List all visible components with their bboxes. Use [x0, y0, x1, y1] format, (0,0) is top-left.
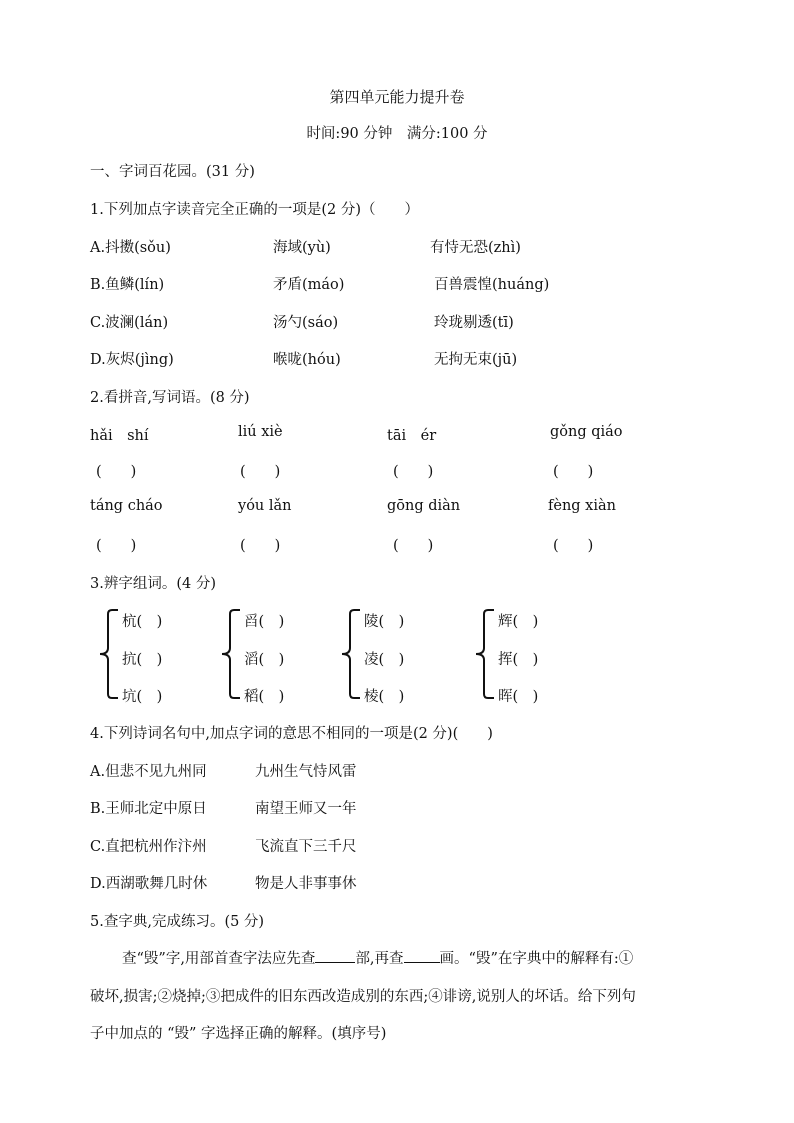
page-title: 第四单元能力提升卷 — [329, 88, 465, 106]
question-5-line-1 — [122, 947, 633, 968]
pinyin-1: hǎi shí — [90, 428, 149, 444]
poem-option-a: A.但悲不见九州同 — [90, 764, 207, 780]
char-item: 挥( ) — [498, 652, 539, 668]
answer-paren[interactable]: ( ) — [393, 464, 434, 480]
poem-option-d: D.西湖歌舞几时休 — [90, 876, 208, 892]
poem-option-c-2: 飞流直下三千尺 — [255, 839, 357, 855]
question-5-line-3: 子中加点的 “毁” 字选择正确的解释。(填序号) — [90, 1026, 387, 1042]
char-item: 辉( ) — [498, 614, 539, 630]
brace-icon — [340, 608, 362, 700]
poem-option-b-2: 南望王师又一年 — [255, 801, 357, 817]
question-3-stem: 3.辨字组词。(4 分) — [90, 576, 216, 592]
char-item: 坑( ) — [122, 689, 163, 705]
poem-option-c: C.直把杭州作汴州 — [90, 839, 207, 855]
option-d-2: 喉咙(hóu) — [273, 352, 341, 368]
char-item: 抗( ) — [122, 652, 163, 668]
char-item: 晖( ) — [498, 689, 539, 705]
option-a-1: A.抖擞(sǒu) — [90, 240, 171, 256]
pinyin-4: gǒng qiáo — [550, 424, 623, 440]
answer-paren[interactable]: ( ) — [96, 538, 137, 554]
option-c-2: 汤勺(sáo) — [273, 315, 339, 331]
answer-paren[interactable]: ( ) — [240, 464, 281, 480]
pinyin-8: fèng xiàn — [548, 498, 616, 514]
pinyin-7: gōng diàn — [387, 498, 461, 514]
char-item: 棱( ) — [364, 689, 405, 705]
option-b-3: 百兽震惶(huáng) — [434, 277, 550, 293]
pinyin-2: liú xiè — [238, 424, 283, 440]
poem-option-d-2: 物是人非事事休 — [255, 876, 357, 892]
pinyin-6: yóu lǎn — [238, 498, 292, 514]
option-c-1: C.波澜(lán) — [90, 315, 169, 331]
section-heading: 一、字词百花园。(31 分) — [90, 164, 255, 180]
answer-paren[interactable]: ( ) — [553, 464, 594, 480]
brace-icon — [474, 608, 496, 700]
fill-blank[interactable] — [315, 948, 355, 963]
pinyin-5: táng cháo — [90, 498, 163, 514]
option-c-3: 玲珑剔透(tī) — [434, 315, 514, 331]
brace-icon — [220, 608, 242, 700]
answer-paren[interactable]: ( ) — [96, 464, 137, 480]
answer-paren[interactable]: ( ) — [553, 538, 594, 554]
option-b-2: 矛盾(máo) — [273, 277, 345, 293]
question-5-line-2: 破坏,损害;②烧掉;③把成件的旧东西改造成别的东西;④诽谤,说别人的坏话。给下列句 — [90, 989, 636, 1005]
poem-option-a-2: 九州生气恃风雷 — [255, 764, 357, 780]
char-item: 凌( ) — [364, 652, 405, 668]
option-a-3: 有恃无恐(zhì) — [430, 240, 521, 256]
char-item: 舀( ) — [244, 614, 285, 630]
char-item: 稻( ) — [244, 689, 285, 705]
question-1-stem: 1.下列加点字读音完全正确的一项是(2 分)（ ） — [90, 202, 419, 218]
fill-blank[interactable] — [404, 948, 440, 963]
line-text: 画。“毁”在字典中的解释有:① — [439, 951, 634, 967]
question-5-stem: 5.查字典,完成练习。(5 分) — [90, 914, 265, 930]
option-d-1: D.灰烬(jìng) — [90, 352, 174, 368]
question-2-stem: 2.看拼音,写词语。(8 分) — [90, 390, 250, 406]
option-b-1: B.鱼鳞(lín) — [90, 277, 165, 293]
char-item: 滔( ) — [244, 652, 285, 668]
line-text: 部,再查 — [355, 951, 404, 967]
answer-paren[interactable]: ( ) — [240, 538, 281, 554]
brace-icon — [98, 608, 120, 700]
char-item: 杭( ) — [122, 614, 163, 630]
question-4-stem: 4.下列诗词名句中,加点字词的意思不相同的一项是(2 分)( ) — [90, 726, 493, 742]
line-text: 查“毁”字,用部首查字法应先查 — [122, 951, 316, 967]
answer-paren[interactable]: ( ) — [393, 538, 434, 554]
pinyin-3: tāi ér — [387, 428, 437, 444]
exam-time-score: 时间:90 分钟 满分:100 分 — [306, 126, 488, 142]
option-d-3: 无拘无束(jū) — [434, 352, 518, 368]
option-a-2: 海域(yù) — [273, 240, 331, 256]
char-item: 陵( ) — [364, 614, 405, 630]
poem-option-b: B.王师北定中原日 — [90, 801, 207, 817]
